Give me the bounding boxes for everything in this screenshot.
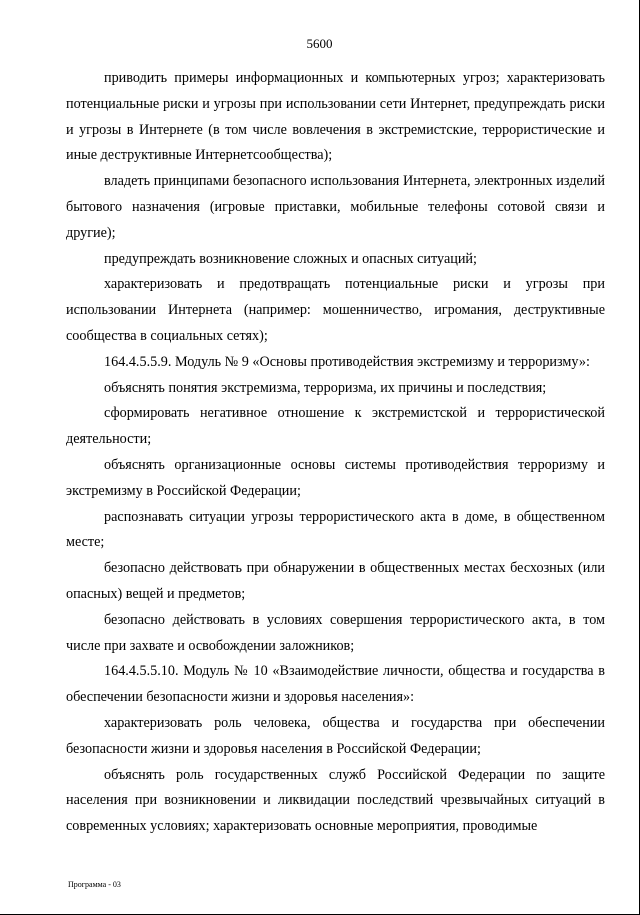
paragraph: сформировать негативное отношение к экстремистской и террористической деятельности; [66,405,605,448]
paragraph: безопасно действовать в условиях совершения террористического акта, в том числе при захвате и освобождении заложников; [66,611,605,654]
footer-label: Программа - 03 [68,880,121,889]
paragraph: характеризовать и предотвращать потенциальные риски и угрозы при использовании Интернета (например: мошенничество, игромания, деструктивные сообщества в социальных сетях); [66,276,605,344]
paragraph: распознавать ситуации угрозы террористического акта в доме, в общественном месте; [66,508,605,551]
document-body [66,66,605,840]
paragraph: объяснять понятия экстремизма, терроризма, их причины и последствия; [104,379,547,396]
paragraph: объяснять роль государственных служб Российской Федерации по защите населения при возникновении и ликвидации последствий чрезвычайных ситуаций в современных условиях; характеризовать основные мероприятия, проводимые [66,766,605,835]
section-heading: 164.4.5.5.10. Модуль № 10 «Взаимодействие личности, общества и государства в обеспечении безопасности жизни и здоровья населения»: [66,663,605,706]
paragraph: предупреждать возникновение сложных и опасных ситуаций; [104,250,477,267]
paragraph: объяснять организационные основы системы противодействия терроризму и экстремизму в Российской Федерации; [66,456,605,499]
paragraph: безопасно действовать при обнаружении в общественных местах бесхозных (или опасных) вещей и предметов; [66,560,605,602]
paragraph: приводить примеры информационных и компьютерных угроз; характеризовать потенциальные риски и угрозы при использовании сети Интернет, предупреждать риски и угрозы в Интернете (в том числе вовлечения в экстремистские, террористические и иные деструктивные Интернетсообщества); [66,70,605,164]
paragraph: характеризовать роль человека, общества и государства при обеспечении безопасности жизни и здоровья населения в Российской Федерации; [66,714,605,757]
paragraph: владеть принципами безопасного использования Интернета, электронных изделий бытового назначения (игровые приставки, мобильные телефоны сотовой связи и другие); [66,173,605,241]
page-number: 5600 [306,36,333,51]
section-heading: 164.4.5.5.9. Модуль № 9 «Основы противодействия экстремизму и терроризму»: [104,353,590,370]
